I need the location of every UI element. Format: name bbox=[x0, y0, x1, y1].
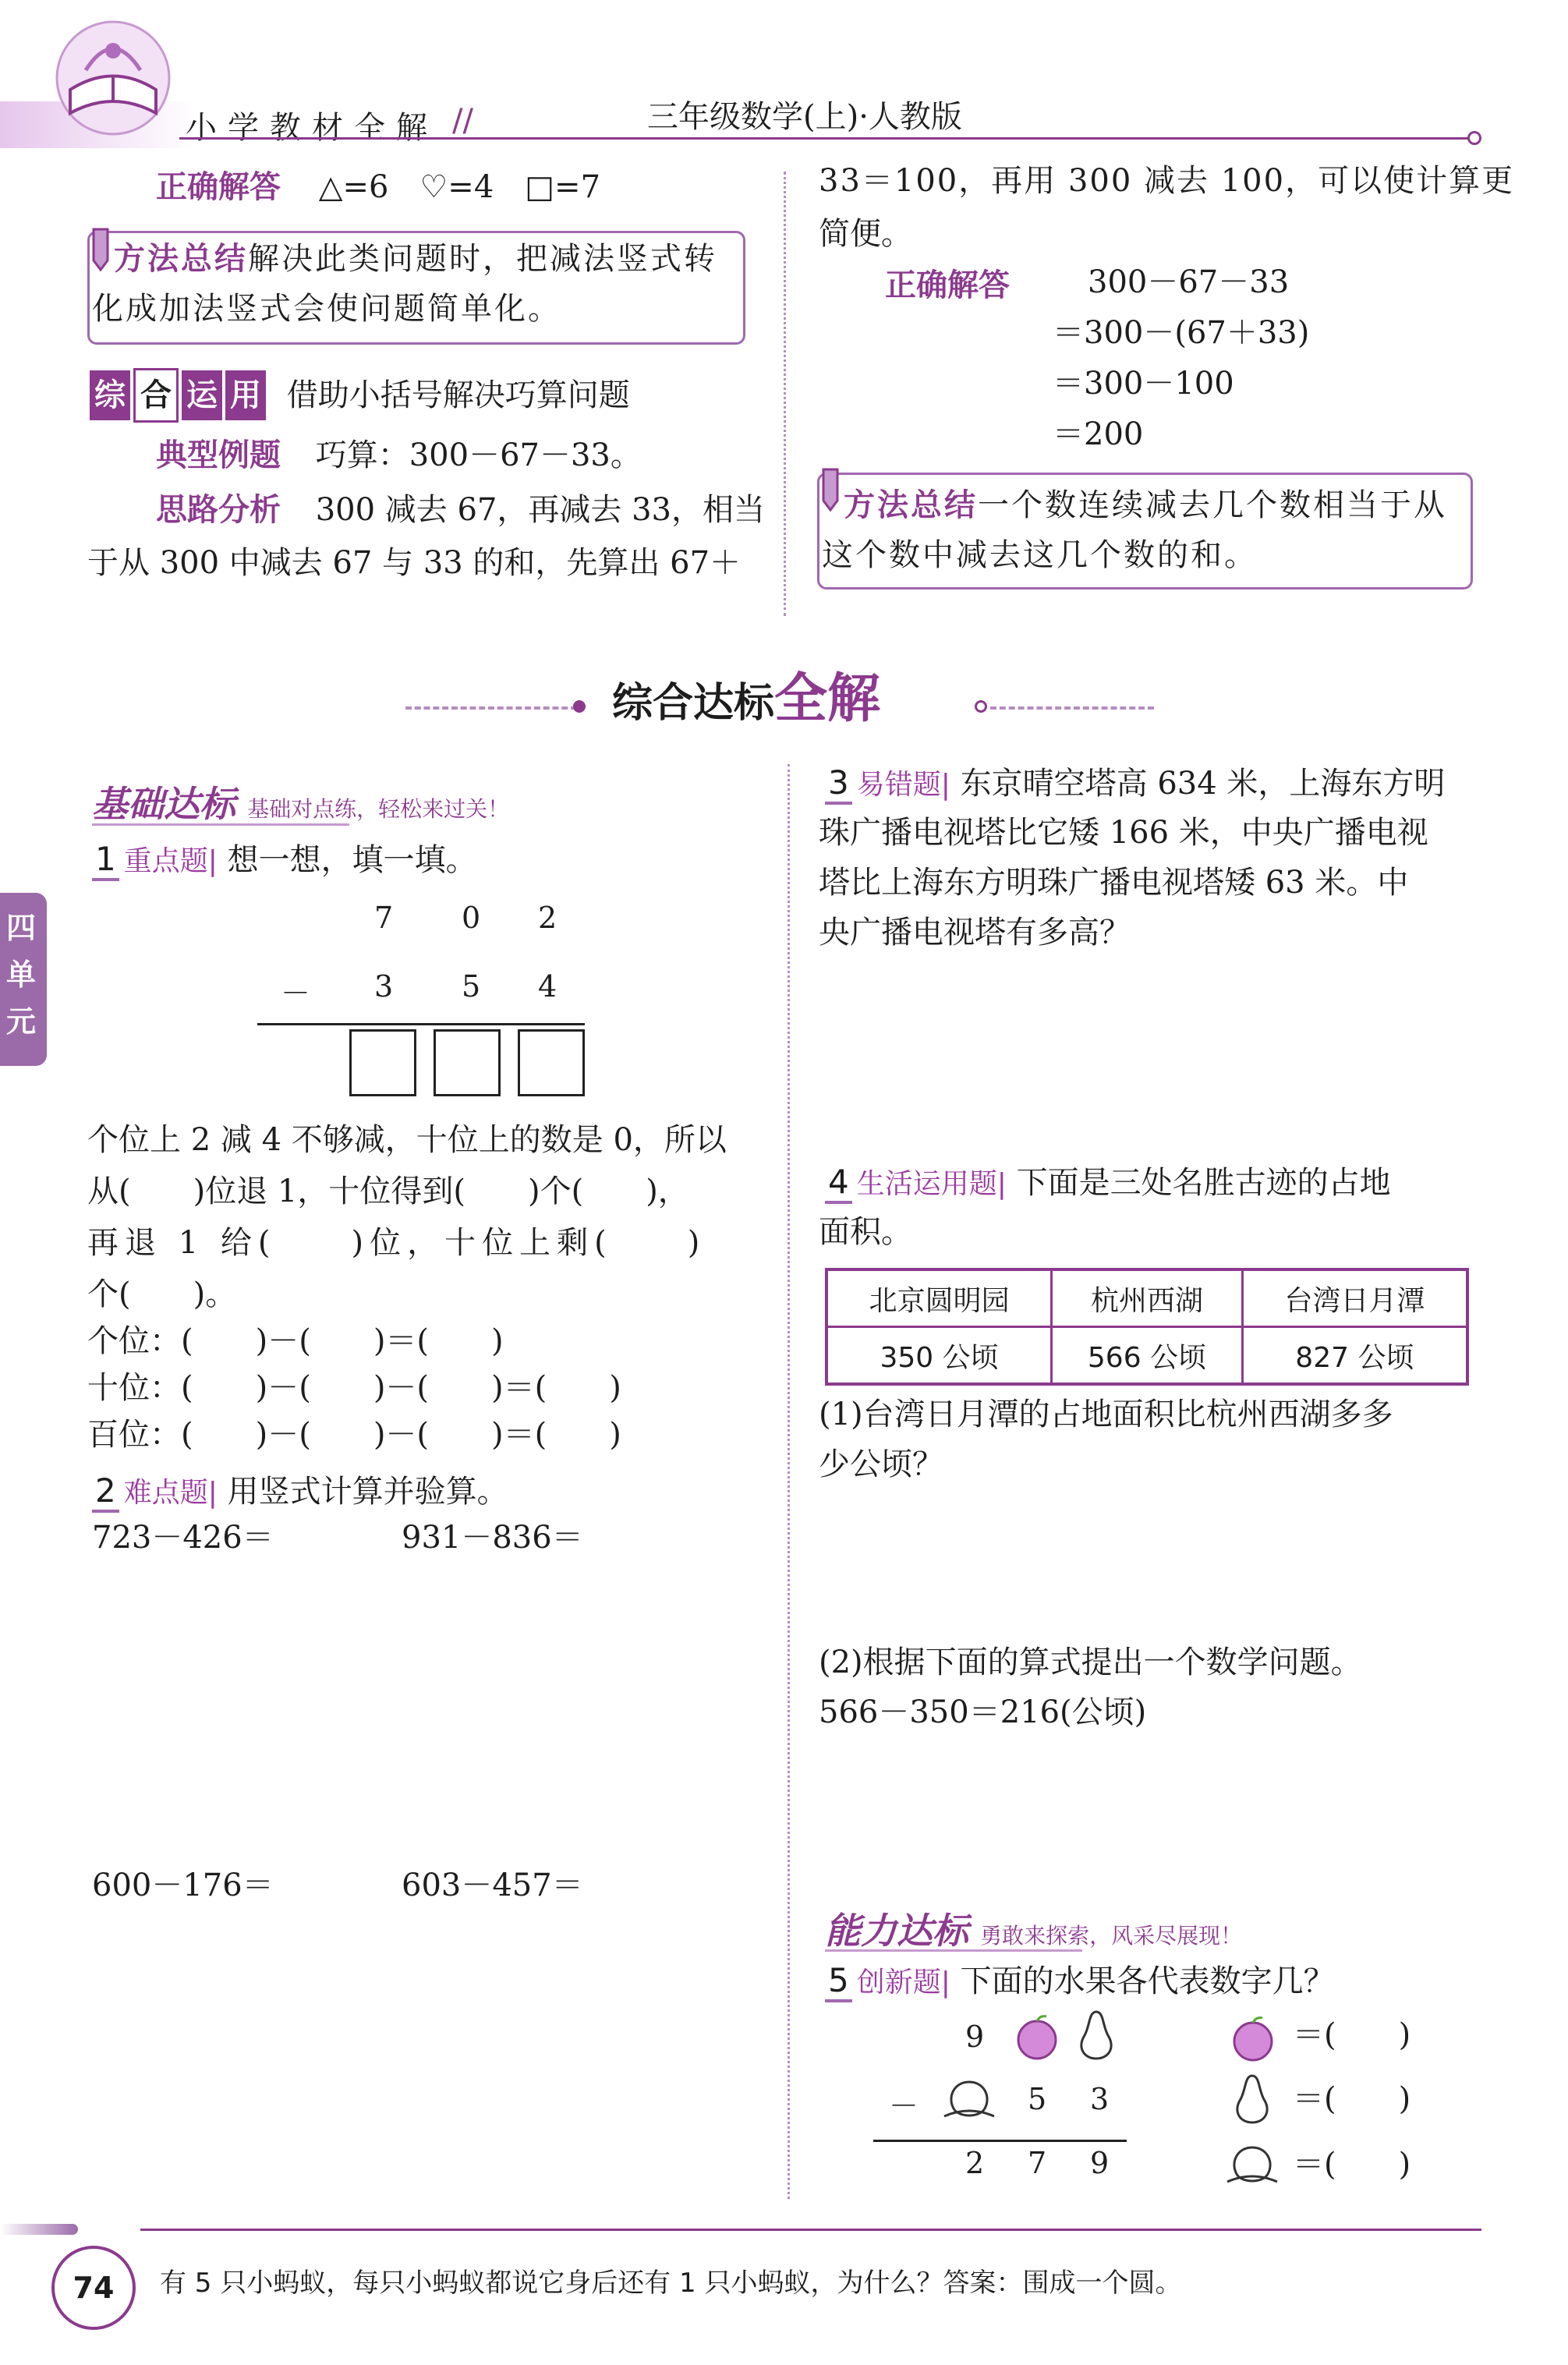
footer-bar bbox=[0, 2224, 78, 2235]
tag-char: 综 bbox=[90, 370, 130, 420]
section-dot bbox=[975, 700, 987, 713]
header-dot bbox=[1467, 131, 1481, 145]
q1-text-line: 个( )。 bbox=[87, 1276, 237, 1312]
basic-underline bbox=[92, 823, 349, 826]
q2-expr: 600－176＝ bbox=[92, 1868, 274, 1903]
pear-icon bbox=[1230, 2071, 1274, 2126]
calc-step: ＝300－(67＋33) bbox=[1053, 315, 1310, 351]
book-logo-icon bbox=[47, 16, 179, 140]
q2-prompt: 用竖式计算并验算。 bbox=[227, 1474, 508, 1510]
method-summary-text-right bbox=[822, 480, 1466, 580]
q5-result-digit: 9 bbox=[1090, 2146, 1110, 2180]
q5-mid-digit: 3 bbox=[1090, 2082, 1110, 2116]
q1-text-line: 从( )位退 1，十位得到( )个( )， bbox=[87, 1174, 689, 1209]
basic-heading bbox=[92, 776, 509, 827]
table-header-cell: 北京圆明园 bbox=[826, 1269, 1052, 1327]
q4-prompt: 下面是三处名胜古迹的占地 bbox=[1016, 1165, 1391, 1201]
q4-sub2-line1: (2)根据下面的算式提出一个数学问题。 bbox=[819, 1645, 1362, 1680]
analysis-label: 思路分析 bbox=[156, 492, 281, 528]
q4-prompt-2: 面积。 bbox=[819, 1214, 912, 1250]
topic-text: 借助小括号解决巧算问题 bbox=[286, 377, 630, 413]
q1-number: 1 bbox=[92, 840, 119, 881]
q4-sub1-line1: (1)台湾日月潭的占地面积比杭州西湖多多 bbox=[819, 1397, 1393, 1432]
section-dot bbox=[573, 700, 586, 713]
table-cell: 827 公顷 bbox=[1242, 1327, 1467, 1385]
method-label: 方法总结 bbox=[844, 487, 978, 523]
q5-result-digit: 2 bbox=[965, 2146, 985, 2180]
pear-icon bbox=[1074, 2007, 1118, 2062]
q1-rule bbox=[257, 1023, 585, 1025]
example-label: 典型例题 bbox=[156, 437, 281, 473]
q5-minus: － bbox=[889, 2089, 919, 2123]
q5-answer[interactable]: ＝( ) bbox=[1293, 2017, 1411, 2053]
analysis-cont-line2: 简便。 bbox=[819, 216, 912, 252]
q1-top-digit: 0 bbox=[462, 901, 481, 935]
header-rule bbox=[179, 137, 1470, 140]
page-number: 74 bbox=[73, 2271, 115, 2305]
tag-char: 用 bbox=[225, 370, 266, 420]
q5-header: 5 创新题| 下面的水果各代表数字几？ bbox=[825, 1956, 1335, 2008]
table-cell: 566 公顷 bbox=[1052, 1327, 1243, 1385]
peach-icon bbox=[1223, 2140, 1282, 2190]
ability-heading bbox=[825, 1903, 1242, 1954]
table-row bbox=[826, 1327, 1467, 1385]
column-divider-bottom bbox=[788, 764, 790, 2199]
method-summary-text-left bbox=[92, 234, 739, 334]
q1-top-digit: 7 bbox=[374, 901, 394, 935]
basic-title: 基础达标 bbox=[92, 783, 235, 825]
q2-number: 2 bbox=[92, 1471, 119, 1513]
section-title-b: 全解 bbox=[774, 668, 881, 730]
q3-text: 塔比上海东方明珠广播电视塔矮 63 米。中 bbox=[819, 865, 1409, 901]
q1-ones: 个位：( )－( )＝( ) bbox=[87, 1323, 504, 1359]
q2-header: 2 难点题| 用竖式计算并验算。 bbox=[92, 1466, 508, 1518]
q3-line1: 3 易错题| 东京晴空塔高 634 米，上海东方明 bbox=[825, 758, 1445, 810]
q3-text: 珠广播电视塔比它矮 166 米，中央广播电视 bbox=[819, 815, 1428, 851]
comprehensive-topic bbox=[90, 368, 630, 423]
q5-result-digit: 7 bbox=[1028, 2146, 1047, 2180]
q1-answer-boxes bbox=[349, 1029, 602, 1099]
calc-step: ＝300－100 bbox=[1053, 366, 1234, 402]
footer-rule bbox=[140, 2229, 1481, 2231]
q5-prompt: 下面的水果各代表数字几？ bbox=[960, 1963, 1335, 1999]
q1-header: 1 重点题| 想一想，填一填。 bbox=[92, 834, 477, 887]
section-title bbox=[612, 657, 880, 732]
basic-subtitle: 基础对点练，轻松来过关！ bbox=[247, 796, 510, 822]
section-rule-left bbox=[405, 706, 577, 710]
q1-tens: 十位：( )－( )－( )＝( ) bbox=[87, 1370, 621, 1406]
analysis-line2: 于从 300 中减去 67 与 33 的和，先算出 67＋ bbox=[87, 545, 742, 581]
q4-line1: 4 生活运用题| 下面是三处名胜古迹的占地 bbox=[825, 1157, 1391, 1209]
analysis-cont-line1: 33＝100，再用 300 减去 100，可以使计算更 bbox=[819, 163, 1515, 199]
analysis-row bbox=[156, 485, 765, 535]
tag-char: 运 bbox=[182, 370, 222, 420]
q5-mid-digit: 5 bbox=[1028, 2082, 1047, 2116]
q2-expr: 603－457＝ bbox=[402, 1868, 583, 1903]
table-header-cell: 杭州西湖 bbox=[1052, 1269, 1243, 1327]
q2-expr: 931－836＝ bbox=[402, 1520, 583, 1556]
q5-top-digit: 9 bbox=[965, 2020, 985, 2054]
q5-answer[interactable]: ＝( ) bbox=[1293, 2147, 1411, 2183]
answer-label-right: 正确解答 bbox=[885, 267, 1010, 303]
q3-number: 3 bbox=[825, 763, 852, 805]
ability-subtitle: 勇敢来探索，风采尽展现！ bbox=[980, 1923, 1243, 1949]
unit-side-tab-label: 四单元 bbox=[6, 911, 37, 1039]
peach-icon bbox=[940, 2074, 999, 2124]
calc-step: ＝200 bbox=[1053, 416, 1144, 452]
q4-number: 4 bbox=[825, 1163, 852, 1204]
q1-top-digit: 2 bbox=[538, 901, 557, 935]
answer-text: △=6 ♡=4 □=7 bbox=[318, 169, 601, 205]
q1-text-line: 个位上 2 减 4 不够减，十位上的数是 0，所以 bbox=[87, 1122, 727, 1158]
area-table bbox=[825, 1268, 1469, 1386]
q5-rule bbox=[873, 2140, 1127, 2142]
q2-expr: 723－426＝ bbox=[92, 1520, 274, 1556]
answer-box[interactable] bbox=[518, 1029, 585, 1096]
footer-riddle: 有 5 只小蚂蚁，每只小蚂蚁都说它身后还有 1 只小蚂蚁，为什么？答案：围成一个圆。 bbox=[160, 2268, 1182, 2299]
example-row bbox=[156, 430, 642, 480]
table-header-row bbox=[826, 1269, 1467, 1327]
header bbox=[0, 0, 1568, 156]
ability-title: 能力达标 bbox=[825, 1910, 968, 1952]
subject-label: 三年级数学(上)·人教版 bbox=[647, 99, 962, 135]
column-divider-top bbox=[784, 172, 786, 616]
q5-answer[interactable]: ＝( ) bbox=[1293, 2081, 1411, 2117]
q1-hundreds: 百位：( )－( )－( )＝( ) bbox=[87, 1417, 621, 1453]
q1-minus: － bbox=[281, 976, 311, 1011]
q1-prompt: 想一想，填一填。 bbox=[227, 842, 477, 878]
apple-icon bbox=[1228, 2013, 1278, 2063]
calc-step: 300－67－33 bbox=[1088, 264, 1290, 300]
method-text: 解决此类问题时，把减法竖式转化成加法竖式会使问题简单化。 bbox=[92, 241, 717, 327]
method-text: 一个数连续减去几个数相当于从这个数中减去这几个数的和。 bbox=[822, 487, 1447, 573]
example-text: 巧算：300－67－33。 bbox=[315, 437, 642, 473]
header-slash: // bbox=[452, 103, 473, 139]
table-cell: 350 公顷 bbox=[826, 1327, 1052, 1385]
q4-tag: 生活运用题 bbox=[856, 1168, 997, 1200]
q1-bottom-digit: 3 bbox=[374, 969, 394, 1004]
book-title: 小学教材全解 bbox=[186, 110, 438, 146]
q2-tag: 难点题 bbox=[123, 1477, 208, 1509]
section-rule-right bbox=[990, 706, 1154, 710]
q1-text-line: 再退 1 给( )位，十位上剩( ) bbox=[87, 1225, 706, 1261]
q3-text: 东京晴空塔高 634 米，上海东方明 bbox=[960, 766, 1446, 802]
answer-box[interactable] bbox=[434, 1029, 501, 1096]
q1-bottom-digit: 4 bbox=[538, 969, 557, 1004]
answer-row bbox=[156, 162, 600, 212]
q1-tag: 重点题 bbox=[123, 845, 208, 877]
q3-text: 央广播电视塔有多高？ bbox=[819, 915, 1131, 951]
q4-sub1-line2: 少公顷？ bbox=[819, 1446, 943, 1482]
ability-underline bbox=[825, 1949, 1082, 1952]
section-title-a: 综合达标 bbox=[612, 680, 775, 727]
q3-tag: 易错题 bbox=[856, 769, 941, 801]
q1-bottom-digit: 5 bbox=[462, 969, 481, 1004]
tag-char: 合 bbox=[133, 368, 179, 423]
answer-box[interactable] bbox=[349, 1029, 416, 1096]
analysis-line1: 300 减去 67，再减去 33，相当 bbox=[315, 492, 766, 528]
q4-sub2-line2: 566－350＝216(公顷) bbox=[819, 1694, 1147, 1730]
answer-label: 正确解答 bbox=[156, 169, 281, 205]
q5-tag: 创新题 bbox=[856, 1967, 941, 1999]
apple-icon bbox=[1012, 2012, 1062, 2062]
q5-number: 5 bbox=[825, 1961, 852, 2002]
table-header-cell: 台湾日月潭 bbox=[1242, 1269, 1467, 1327]
method-label: 方法总结 bbox=[114, 241, 248, 277]
